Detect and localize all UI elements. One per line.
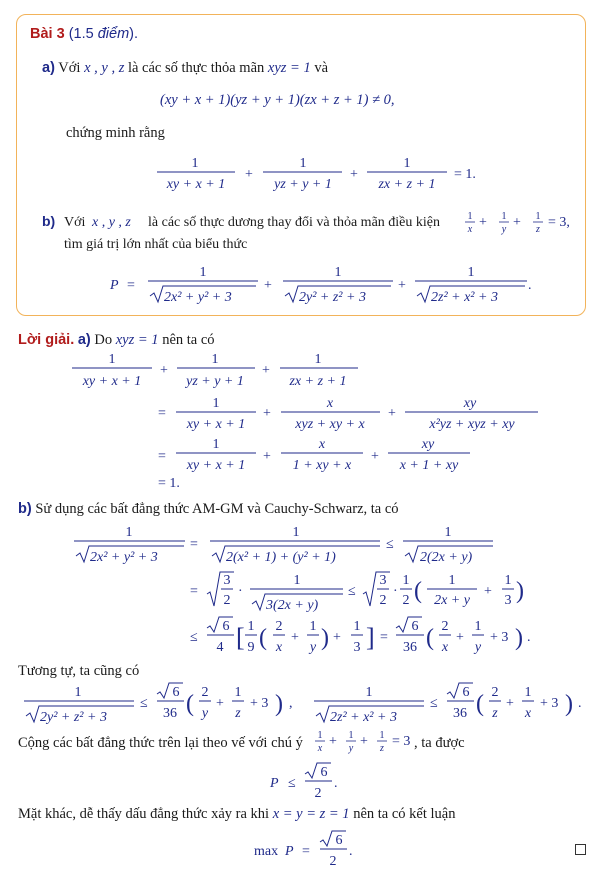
svg-text:(: (: [186, 691, 194, 717]
svg-text:.: .: [528, 278, 532, 293]
svg-text:,: ,: [289, 696, 293, 711]
svg-text:+: +: [456, 630, 464, 645]
svg-text:x²yz + xyz + xy: x²yz + xyz + xy: [429, 417, 515, 432]
svg-text:+: +: [245, 167, 253, 182]
svg-text:2x² + y² + 3: 2x² + y² + 3: [90, 550, 158, 565]
svg-text:1: 1: [467, 265, 475, 280]
svg-text:2: 2: [329, 854, 337, 869]
svg-text:): ): [321, 625, 329, 651]
svg-text:1: 1: [448, 573, 456, 588]
svg-text:6: 6: [462, 685, 470, 700]
svg-text:1: 1: [365, 685, 373, 700]
svg-text:+ 3: + 3: [250, 696, 269, 711]
svg-text:xy: xy: [421, 437, 435, 452]
svg-text:=: =: [127, 278, 135, 293]
svg-text:(: (: [426, 625, 434, 651]
svg-text:1: 1: [444, 525, 452, 540]
svg-text:+: +: [388, 406, 396, 421]
svg-text:x: x: [441, 640, 449, 655]
svg-text:y: y: [474, 640, 482, 655]
svg-text:max: max: [254, 844, 279, 859]
svg-text:1: 1: [293, 573, 301, 588]
svg-text:zx + z + 1: zx + z + 1: [378, 177, 436, 192]
svg-text:2y² + z² + 3: 2y² + z² + 3: [299, 290, 366, 305]
svg-text:1: 1: [535, 211, 541, 222]
svg-text:+: +: [264, 278, 272, 293]
svg-text:P: P: [110, 278, 119, 293]
svg-text:tìm giá trị lớn nhất của biểu: tìm giá trị lớn nhất của biểu thức: [64, 237, 248, 252]
problem-b-intro: Với: [64, 215, 86, 230]
svg-text:=: =: [190, 584, 198, 599]
svg-text:= 3: = 3: [392, 734, 411, 749]
svg-text:1: 1: [212, 437, 220, 452]
svg-text:+: +: [513, 215, 521, 230]
svg-text:1: 1: [292, 525, 300, 540]
solution-sum-condition: [315, 730, 410, 754]
svg-text:2: 2: [491, 685, 499, 700]
svg-text:x: x: [326, 396, 334, 411]
solution-a-derivation: [72, 352, 538, 491]
svg-text:2: 2: [379, 593, 387, 608]
svg-text:≤: ≤: [430, 696, 438, 711]
problem-prove-text: chứng minh rằng: [66, 125, 165, 141]
svg-text:x + 1 + xy: x + 1 + xy: [399, 458, 459, 473]
solution-a-line: Lời giải. a) Do xyz = 1 nên ta có: [18, 332, 215, 348]
problem-product-condition: (xy + x + 1)(yz + y + 1)(zx + z + 1) ≠ 0,: [160, 92, 395, 108]
svg-text:2z² + x² + 3: 2z² + x² + 3: [330, 710, 397, 725]
svg-text:yz + y + 1: yz + y + 1: [274, 177, 332, 192]
svg-text:2: 2: [223, 593, 231, 608]
svg-text:6: 6: [320, 765, 328, 780]
svg-text:≤: ≤: [386, 537, 394, 552]
svg-text:+: +: [216, 696, 224, 711]
svg-text:+: +: [160, 363, 168, 378]
solution-p-bound: [269, 763, 338, 801]
svg-text:1: 1: [211, 352, 219, 367]
svg-text:zx + z + 1: zx + z + 1: [289, 374, 347, 389]
problem-part-a-line: a) Với x , y , z là các số thực thỏa mãn xyz = 1 và: [42, 60, 329, 76]
svg-text:·: ·: [238, 584, 243, 599]
svg-text:≤: ≤: [348, 584, 356, 599]
svg-text:1: 1: [212, 396, 220, 411]
svg-text:3: 3: [223, 573, 231, 588]
svg-text:+: +: [262, 363, 270, 378]
svg-text:): ): [516, 578, 524, 604]
svg-text:1: 1: [108, 352, 116, 367]
svg-text:P: P: [285, 844, 294, 859]
svg-text:1: 1: [247, 619, 255, 634]
svg-text:.: .: [527, 630, 531, 645]
svg-text:2x² + y² + 3: 2x² + y² + 3: [164, 290, 232, 305]
problem-a-identity: [157, 156, 476, 192]
svg-text:3: 3: [353, 640, 361, 655]
svg-text:yz + y + 1: yz + y + 1: [186, 374, 244, 389]
svg-text:x: x: [275, 640, 283, 655]
svg-text:1: 1: [353, 619, 361, 634]
svg-text:2: 2: [441, 619, 449, 634]
svg-text:1: 1: [74, 685, 82, 700]
svg-text:= 3,: = 3,: [548, 215, 570, 230]
svg-text:(: (: [259, 625, 267, 651]
svg-text:=: =: [158, 406, 166, 421]
problem-title: Bài 3 (1.5 điểm).: [30, 26, 139, 42]
svg-text:+: +: [398, 278, 406, 293]
svg-text:x: x: [317, 743, 323, 754]
svg-text:+: +: [329, 734, 337, 749]
svg-text:+ 3: + 3: [540, 696, 559, 711]
svg-text:1: 1: [314, 352, 322, 367]
svg-text:xy: xy: [463, 396, 477, 411]
svg-text:x: x: [467, 224, 473, 235]
svg-text:+: +: [479, 215, 487, 230]
svg-text:P: P: [270, 776, 279, 791]
sum-text: Cộng các bất đẳng thức trên lại theo vế với chú ý: [18, 735, 303, 751]
svg-text:1: 1: [125, 525, 133, 540]
svg-text:.: .: [578, 696, 582, 711]
svg-text:1: 1: [199, 265, 207, 280]
svg-text:[: [: [236, 623, 245, 652]
svg-text:x: x: [318, 437, 326, 452]
svg-text:): ): [565, 691, 573, 717]
svg-text:z: z: [492, 706, 498, 721]
svg-text:xy + x + 1: xy + x + 1: [186, 458, 246, 473]
solution-b-chain: [74, 525, 531, 655]
svg-text:2(2x + y): 2(2x + y): [420, 550, 473, 565]
svg-text:xy + x + 1: xy + x + 1: [82, 374, 142, 389]
svg-text:2: 2: [201, 685, 209, 700]
svg-text:+: +: [350, 167, 358, 182]
equality-text: Mặt khác, dễ thấy dấu đẳng thức xảy ra khi x = y = z = 1 nên ta có kết luận: [18, 806, 456, 822]
svg-text:1: 1: [504, 573, 512, 588]
svg-text:+: +: [371, 449, 379, 464]
svg-text:3(2x + y): 3(2x + y): [266, 598, 319, 613]
svg-text:(: (: [414, 578, 422, 604]
svg-text:x: x: [524, 706, 532, 721]
svg-text:1: 1: [379, 730, 385, 741]
svg-text:≤: ≤: [190, 630, 198, 645]
svg-text:là các số thực dương thay đổi: là các số thực dương thay đổi và thỏa mãn điều kiện: [148, 215, 440, 230]
svg-text:1: 1: [348, 730, 354, 741]
svg-text:1: 1: [474, 619, 482, 634]
svg-text:=: =: [302, 844, 310, 859]
svg-text:2: 2: [314, 786, 322, 801]
svg-text:z: z: [380, 743, 384, 754]
solution-conclusion: [254, 831, 353, 869]
svg-text:]: ]: [366, 623, 375, 652]
problem-b-expression: [109, 265, 532, 305]
svg-text:+: +: [333, 630, 341, 645]
svg-text:y: y: [348, 743, 354, 754]
problem-b-condition: [42, 211, 570, 252]
svg-text:1: 1: [299, 156, 307, 171]
svg-text:1: 1: [234, 685, 242, 700]
svg-text:1: 1: [309, 619, 317, 634]
svg-text:6: 6: [411, 619, 419, 634]
svg-text:y: y: [309, 640, 317, 655]
svg-text:+: +: [360, 734, 368, 749]
svg-text:2: 2: [275, 619, 283, 634]
svg-text:z: z: [536, 224, 540, 235]
svg-text:2y² + z² + 3: 2y² + z² + 3: [40, 710, 107, 725]
svg-text:≤: ≤: [288, 776, 296, 791]
svg-text:2x + y: 2x + y: [434, 593, 470, 608]
svg-text:z: z: [235, 706, 241, 721]
svg-text:2(x² + 1) + (y² + 1): 2(x² + 1) + (y² + 1): [226, 550, 336, 565]
svg-text:6: 6: [335, 833, 343, 848]
svg-text:≤: ≤: [140, 696, 148, 711]
svg-text:=: =: [158, 449, 166, 464]
sum-text-2: , ta được: [414, 735, 465, 751]
svg-text:+: +: [484, 584, 492, 599]
svg-text:= 1.: = 1.: [454, 167, 476, 182]
svg-text:1: 1: [403, 156, 411, 171]
svg-text:6: 6: [172, 685, 180, 700]
svg-text:·: ·: [393, 584, 398, 599]
svg-text:=: =: [380, 630, 388, 645]
svg-text:1 + xy + x: 1 + xy + x: [292, 458, 352, 473]
svg-text:.: .: [349, 844, 353, 859]
svg-text:): ): [275, 691, 283, 717]
svg-text:9: 9: [247, 640, 255, 655]
similar-text: Tương tự, ta cũng có: [18, 663, 140, 679]
svg-text:+ 3: + 3: [490, 630, 509, 645]
svg-text:1: 1: [501, 211, 507, 222]
svg-text:(: (: [476, 691, 484, 717]
svg-text:xy + x + 1: xy + x + 1: [166, 177, 226, 192]
svg-text:1: 1: [191, 156, 199, 171]
svg-text:1: 1: [467, 211, 473, 222]
svg-text:b): b): [42, 213, 56, 229]
svg-text:4: 4: [216, 640, 224, 655]
svg-text:36: 36: [453, 706, 467, 721]
svg-text:+: +: [291, 630, 299, 645]
svg-text:3: 3: [504, 593, 512, 608]
svg-text:1: 1: [334, 265, 342, 280]
qed-square-icon: [575, 844, 586, 855]
svg-text:36: 36: [403, 640, 417, 655]
svg-text:=: =: [190, 537, 198, 552]
svg-text:3: 3: [379, 573, 387, 588]
svg-text:+: +: [263, 449, 271, 464]
svg-text:): ): [515, 625, 523, 651]
svg-text:y: y: [501, 224, 507, 235]
svg-text:= 1.: = 1.: [158, 476, 180, 491]
svg-text:+: +: [506, 696, 514, 711]
svg-text:xy + x + 1: xy + x + 1: [186, 417, 246, 432]
svg-text:.: .: [334, 776, 338, 791]
svg-text:1: 1: [402, 573, 410, 588]
svg-text:+: +: [263, 406, 271, 421]
svg-text:x , y , z: x , y , z: [92, 215, 131, 230]
solution-b-line: b) Sử dụng các bất đẳng thức AM-GM và Cauchy-Schwarz, ta có: [18, 501, 399, 517]
svg-text:2z² + x² + 3: 2z² + x² + 3: [431, 290, 498, 305]
svg-text:xyz + xy + x: xyz + xy + x: [295, 417, 365, 432]
svg-text:2: 2: [402, 593, 410, 608]
svg-text:36: 36: [163, 706, 177, 721]
svg-text:y: y: [201, 706, 209, 721]
svg-text:1: 1: [317, 730, 323, 741]
svg-text:6: 6: [222, 619, 230, 634]
svg-text:1: 1: [524, 685, 532, 700]
solution-b-similar: [24, 683, 582, 725]
